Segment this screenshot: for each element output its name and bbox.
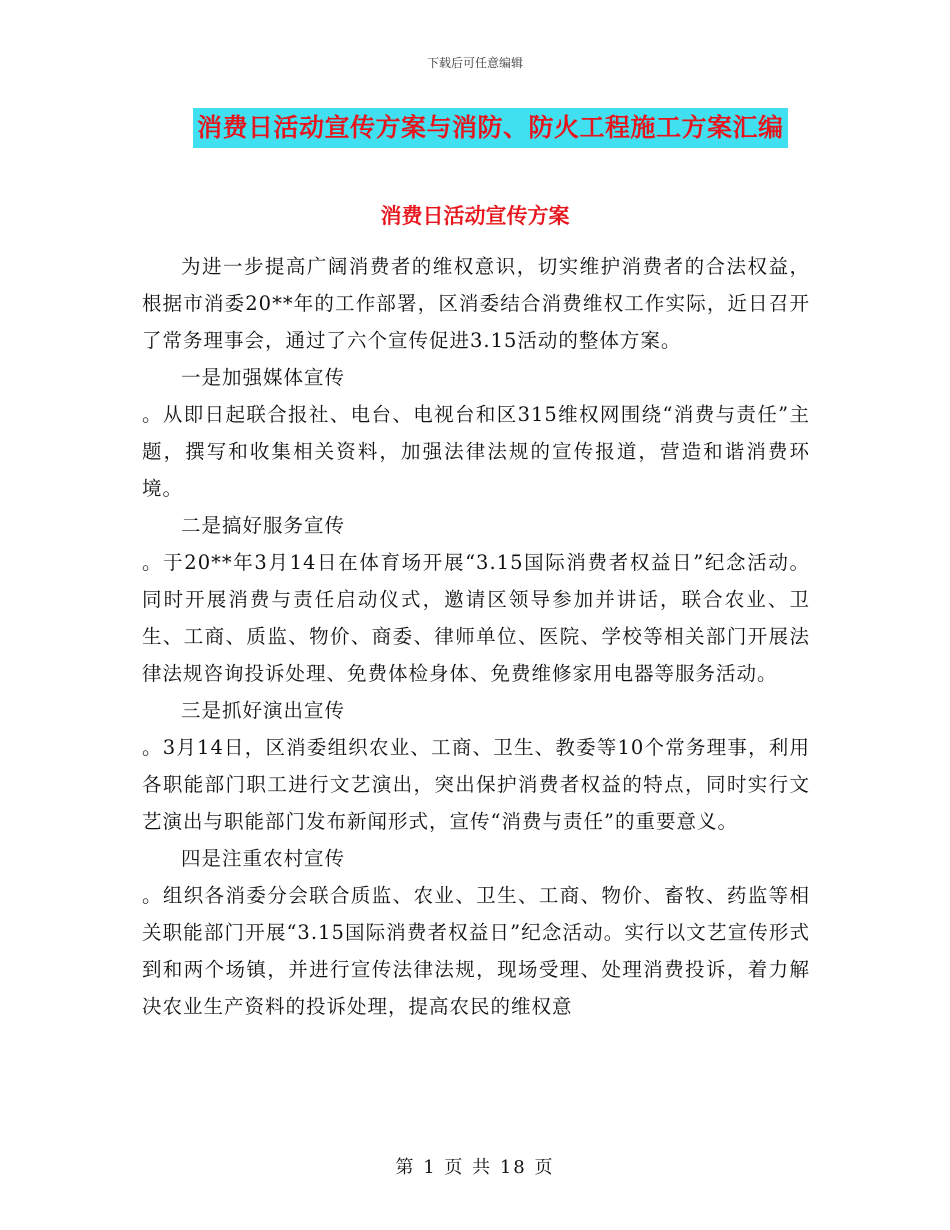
page-number-footer: 第 1 页 共 18 页 [395, 1157, 555, 1178]
paragraph: 。于20**年3月14日在体育场开展“3.15国际消费者权益日”纪念活动。同时开展消费与责任启动仪式，邀请区领导参加并讲话，联合农业、卫生、工商、质监、物价、商委、律师单位、医院、学校等相关部门开展法律法规咨询投诉处理、免费体检身体、免费维修家用电器等服务活动。 [142, 551, 810, 685]
paragraph-heading: 四是注重农村宣传 [181, 847, 346, 870]
paragraph-heading: 二是搞好服务宣传 [181, 514, 346, 537]
header-note: 下载后可任意编辑 [426, 56, 523, 70]
paragraph-heading: 三是抓好演出宣传 [181, 699, 346, 722]
paragraph: 为进一步提高广阔消费者的维权意识，切实维护消费者的合法权益，根据市消委20**年的工作部署，区消委结合消费维权工作实际，近日召开了常务理事会，通过了六个宣传促进3.15活动的整体方案。 [142, 255, 810, 352]
paragraph-heading: 一是加强媒体宣传 [181, 366, 346, 389]
paragraph: 。从即日起联合报社、电台、电视台和区315维权网围绕“消费与责任”主题，撰写和收集相关资料，加强法律法规的宣传报道，营造和谐消费环境。 [142, 403, 810, 500]
document-body [142, 248, 810, 1025]
document-title: 消费日活动宣传方案与消防、防火工程施工方案汇编 [193, 108, 788, 148]
paragraph: 。组织各消委分会联合质监、农业、卫生、工商、物价、畜牧、药监等相关职能部门开展“3.15国际消费者权益日”纪念活动。实行以文艺宣传形式到和两个场镇，并进行宣传法律法规，现场受理、处理消费投诉，着力解决农业生产资料的投诉处理，提高农民的维权意 [142, 884, 810, 1018]
paragraph: 。3月14日，区消委组织农业、工商、卫生、教委等10个常务理事，利用各职能部门职工进行文艺演出，突出保护消费者权益的特点，同时实行文艺演出与职能部门发布新闻形式，宣传“消费与责任”的重要意义。 [142, 736, 810, 833]
section-title: 消费日活动宣传方案 [380, 204, 570, 228]
